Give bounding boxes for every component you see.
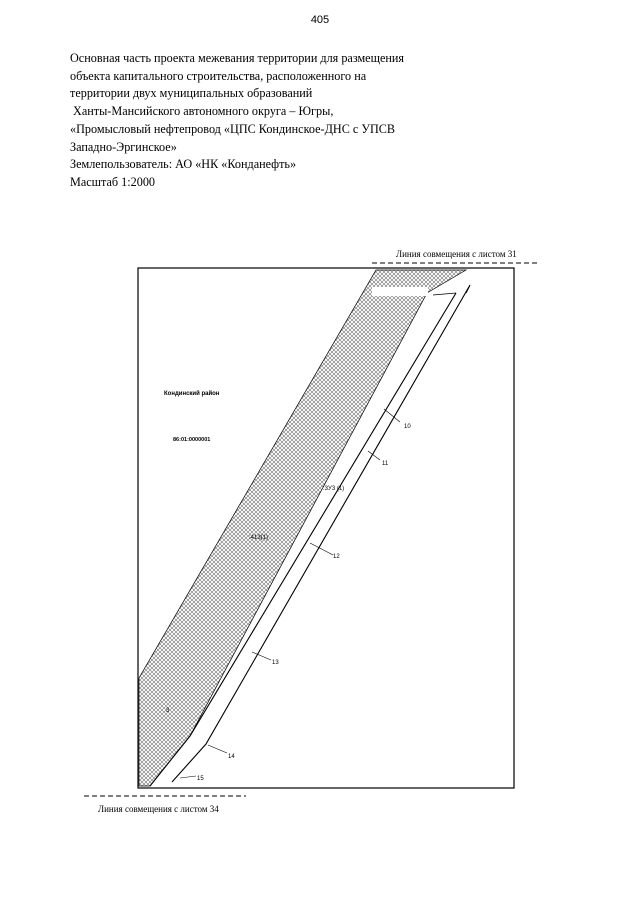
leader-12 [310,543,333,555]
leader-15 [180,776,196,778]
corridor-boundary-right [172,285,470,782]
header-line: «Промысловый нефтепровод «ЦПС Кондинское-ДНС с УПСВ [70,121,396,136]
parcel-label: 3 [166,708,170,714]
point-label: 12 [333,554,340,560]
header-line: Землепользователь: АО «НК «Конданефть» [70,157,297,172]
district-label: Кондинский район [164,391,220,397]
point-label: 14 [228,754,235,760]
parcel-label: :413(1) [249,535,269,541]
cadastral-quarter-label: 86:01:0000001 [173,437,211,443]
top-sheet-join-label: Линия совмещения с листом 31 [396,249,517,259]
header-line: Западно-Эргинское» [70,139,177,154]
header-line: Основная часть проекта межевания территории для размещения [70,51,405,65]
header-line: Масштаб 1:2000 [70,174,156,189]
header-line: территории двух муниципальных образований [70,86,313,101]
corridor-inner-line [433,293,456,295]
hatched-zone [139,270,466,786]
header-line: Ханты-Мансийского автономного округа – Югры, [70,104,334,119]
point-label: 15 [197,776,204,782]
point-label: 11 [382,461,389,467]
header-line: объекта капитального строительства, расположенного на [70,68,367,83]
page-number: 405 [310,14,330,26]
point-label: 10 [404,424,411,430]
hatch-gap [372,287,428,296]
bottom-sheet-join-label: Линия совмещения с листом 34 [98,804,219,814]
parcel-label: :3У3 (1) [323,486,345,492]
point-label: 13 [272,660,279,666]
leader-14 [208,745,227,753]
